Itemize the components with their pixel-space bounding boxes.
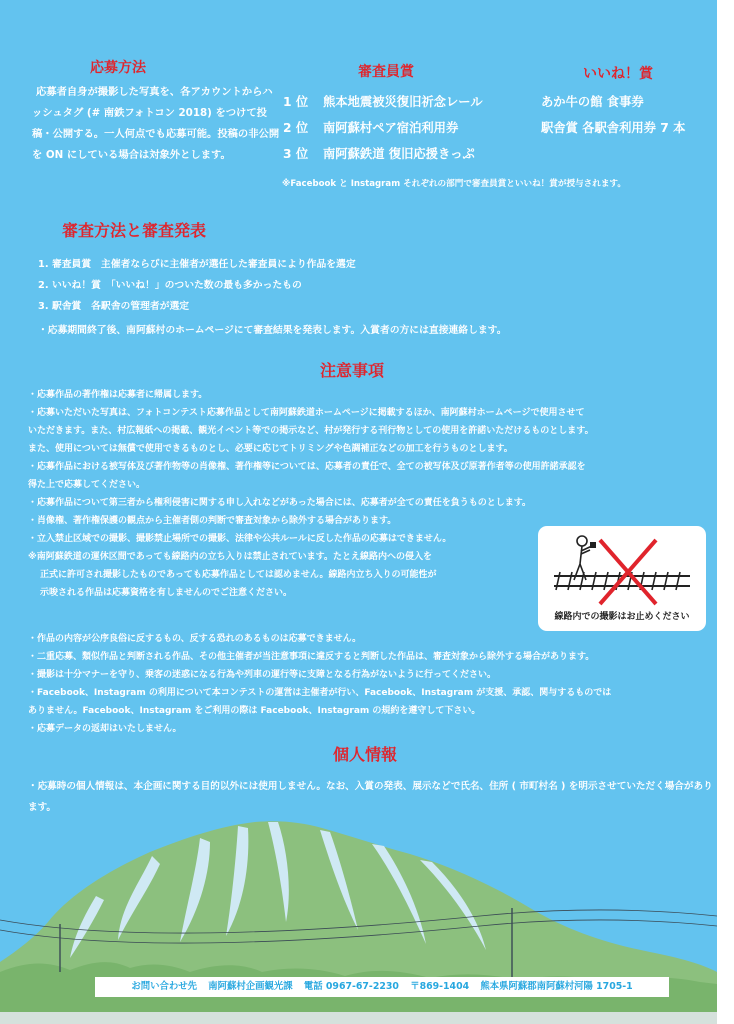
note-line: ・応募作品について第三者から権利侵害に関する申し入れなどがあった場合には、応募者が全ての責任を負うものとします。	[28, 498, 532, 508]
ground-strip	[0, 1012, 717, 1024]
note-line: ※南阿蘇鉄道の運休区間であっても線路内の立ち入りは禁止されています。たとえ線路内への侵入を	[28, 552, 432, 562]
prize-rank: 2 位	[283, 121, 309, 135]
note-line: ・応募データの返却はいたしません。	[28, 724, 182, 734]
note-line: ・応募作品の著作権は応募者に帰属します。	[28, 390, 208, 400]
contact-footer	[95, 977, 669, 997]
prize-name: 南阿蘇村ペア宿泊利用券	[323, 121, 459, 135]
judging-item: 1. 審査員賞 主催者ならびに主催者が選任した審査員により作品を選定	[38, 259, 356, 270]
note-line: 正式に許可され撮影したものであっても応募作品としては認めません。線路内立ち入りの可能性が	[40, 570, 437, 580]
privacy-body: ・応募時の個人情報は、本企画に関する目的以外には使用しません。なお、入賞の発表、展示などで氏名、住所 ( 市町村名 ) を明示させていただく場合があります。	[28, 781, 713, 813]
contact-address: 熊本県阿蘇郡南阿蘇村河陽 1705-1	[480, 981, 633, 992]
note-line: ・応募作品における被写体及び著作物等の肖像権、著作権等については、応募者の責任で、全ての被写体及び原著作者等の使用許諾承認を	[28, 462, 586, 472]
track-warning-card	[538, 526, 706, 631]
prize-rank: 1 位	[283, 95, 309, 109]
contact-postal: 〒869-1404	[410, 981, 470, 992]
note-line: 得た上で応募してください。	[28, 480, 146, 490]
judging-list	[38, 254, 356, 317]
note-line: また、使用については無償で使用できるものとし、必要に応じてトリミングや色調補正などの加工を行うものとします。	[28, 444, 513, 454]
notes-title: 注意事項	[320, 361, 385, 380]
note-line: ・応募いただいた写真は、フォトコンテスト応募作品として南阿蘇鉄道ホームページに掲載するほか、南阿蘇村ホームページで使用させて	[28, 408, 585, 418]
prize-rank: 3 位	[283, 147, 309, 161]
notes-list-a	[28, 386, 594, 602]
like-prize-title: いいね！賞	[583, 66, 653, 82]
judging-item: 2. いいね！賞 「いいね！」のついた数の最も多かったもの	[38, 280, 302, 291]
note-line: ・肖像権、著作権保護の観点から主催者側の判断で審査対象から除外する場合があります。	[28, 516, 397, 526]
jury-prize-item	[283, 115, 483, 141]
prize-note: ※Facebook と Instagram それぞれの部門で審査員賞といいね！賞が授与されます。	[282, 179, 626, 189]
prize-name: 南阿蘇鉄道 復旧応援きっぷ	[323, 147, 475, 161]
like-prize-item: 駅舎賞 各駅舎利用券 7 本	[541, 121, 686, 135]
judging-title: 審査方法と審査発表	[62, 221, 207, 240]
jury-prize-item	[283, 141, 483, 167]
note-line: ・作品の内容が公序良俗に反するもの、反する恐れのあるものは応募できません。	[28, 634, 362, 644]
like-prize-item: あか牛の館 食事券	[541, 95, 644, 109]
contact-org: 南阿蘇村企画観光課	[208, 981, 293, 992]
contact-phone: 電話 0967-67-2230	[303, 981, 399, 992]
jury-prize-list	[283, 89, 483, 167]
like-prize-list	[541, 89, 685, 141]
application-body: 応募者自身が撮影した写真を、各アカウントからハッシュタグ (# 南鉄フォトコン 2018) をつけて投稿・公開する。一人何点でも応募可能。投稿の非公開を ON にしている場合は対象外とします。	[32, 86, 280, 161]
note-line: 示唆される作品は応募資格を有しませんのでご注意ください。	[40, 588, 293, 598]
note-line: ・Facebook、Instagram の利用について本コンテストの運営は主催者が行い、Facebook、Instagram が支援、承認、関与するものでは	[28, 688, 612, 698]
application-title: 応募方法	[90, 60, 146, 76]
note-line: ありません。Facebook、Instagram をご利用の際は Facebook、Instagram の規約を遵守して下さい。	[28, 706, 481, 716]
jury-prize-item	[283, 89, 483, 115]
contact-label: お問い合わせ先	[131, 981, 197, 992]
judging-announcement: ・応募期間終了後、南阿蘇村のホームページにて審査結果を発表します。入賞者の方には直接連絡します。	[38, 325, 507, 336]
note-line: ・立入禁止区域での撮影、撮影禁止場所での撮影、法律や公共ルールに反した作品の応募はできません。	[28, 534, 452, 544]
track-warning-label: 線路内での撮影はお止めください	[554, 612, 690, 622]
track-warning-icon	[552, 532, 692, 608]
note-line: ・撮影は十分マナーを守り、乗客の迷惑になる行為や列車の運行等に支障となる行為がないように行ってください。	[28, 670, 497, 680]
jury-prize-title: 審査員賞	[358, 64, 414, 80]
note-line: ・二重応募、類似作品と判断される作品、その他主催者が当注意事項に違反すると判断した作品は、審査対象から除外する場合があります。	[28, 652, 595, 662]
privacy-title: 個人情報	[333, 745, 398, 764]
contact-text	[95, 977, 669, 997]
judging-item: 3. 駅舎賞 各駅舎の管理者が選定	[38, 301, 190, 312]
prize-name: 熊本地震被災復旧祈念レール	[323, 95, 483, 109]
notes-list-b	[28, 630, 611, 738]
note-line: いただきます。また、村広報紙への掲載、観光イベント等での掲示など、村が発行する刊行物としての使用を許諾いただけるものとします。	[28, 426, 594, 436]
